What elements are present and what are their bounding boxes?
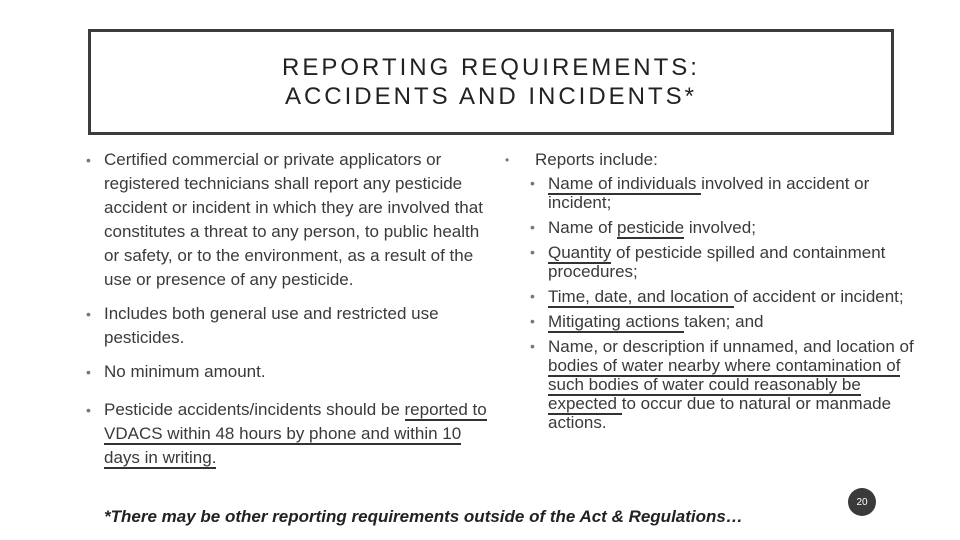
plain-text: of accident or incident; [733, 287, 904, 306]
bullet-icon: • [530, 288, 535, 304]
bullet-icon: • [86, 402, 91, 418]
bullet-text-plain: Pesticide accidents/incidents should be [104, 400, 405, 419]
bullet-icon: • [530, 338, 535, 354]
bullet-text [548, 287, 925, 306]
bullet-text: Includes both general use and restricted use pesticides. [104, 304, 439, 347]
underlined-text: Quantity [548, 243, 612, 262]
underlined-text: bodies of water nearby where contamination of such bodies of water could reasonably be expected [548, 356, 901, 413]
bullet-text [548, 337, 925, 432]
bullet-text [104, 398, 494, 470]
bullet-icon: • [530, 313, 535, 329]
plain-text: of pesticide spilled and containment procedures; [548, 243, 886, 281]
list-item [530, 337, 925, 432]
bullet-text: No minimum amount. [104, 362, 266, 381]
reports-sublist [530, 174, 925, 432]
title-box [88, 29, 894, 135]
plain-text: to occur due to natural or manmade actions. [548, 394, 892, 432]
bullet-icon: • [530, 244, 535, 260]
bullet-icon: • [530, 219, 535, 235]
bullet-text [548, 174, 925, 212]
bullet-text: Certified commercial or private applicators or registered technicians shall report any pesticide accident or incident in which they are involved that constitutes a threat to any person, to public health or safety, or to the environment, as a result of the use or presence of any pesticide. [104, 150, 483, 289]
slide-title [282, 53, 700, 111]
title-line-2: ACCIDENTS AND INCIDENTS* [284, 83, 698, 110]
list-item [530, 243, 925, 281]
bullet-icon: • [86, 306, 91, 322]
page-number-badge: 20 [848, 488, 876, 516]
list-item [530, 312, 925, 331]
bullet-icon: • [505, 153, 510, 167]
list-item [530, 174, 925, 212]
underlined-text: pesticide [616, 218, 685, 237]
bullet-icon: • [86, 364, 91, 380]
title-line-1: REPORTING REQUIREMENTS: [282, 54, 700, 81]
underlined-text: Name of individuals [548, 174, 702, 193]
underlined-text: Mitigating actions [548, 312, 685, 331]
list-item [86, 302, 494, 350]
list-item [86, 398, 494, 470]
bullet-text [548, 243, 925, 281]
bullet-icon: • [530, 175, 535, 191]
right-column [505, 148, 925, 438]
reports-heading-text: Reports include: [535, 150, 658, 169]
plain-text: Name of [548, 218, 617, 237]
list-item [530, 287, 925, 306]
bullet-text [548, 218, 925, 237]
plain-text: involved; [684, 218, 756, 237]
plain-text: involved in accident or incident; [548, 174, 870, 212]
plain-text: taken; and [684, 312, 764, 331]
footnote: *There may be other reporting requirements outside of the Act & Regulations… [104, 507, 743, 526]
list-item [530, 218, 925, 237]
reports-heading [505, 148, 925, 172]
bullet-icon: • [86, 152, 91, 168]
list-item [86, 148, 494, 292]
list-item [86, 360, 494, 384]
left-column [86, 148, 494, 480]
underlined-text: Time, date, and location [548, 287, 734, 306]
plain-text: Name, or description if unnamed, and location of [548, 337, 914, 356]
bullet-text [548, 312, 925, 331]
underlined-text: reported to VDACS within 48 hours by phone and within 10 days in writing. [104, 400, 487, 467]
